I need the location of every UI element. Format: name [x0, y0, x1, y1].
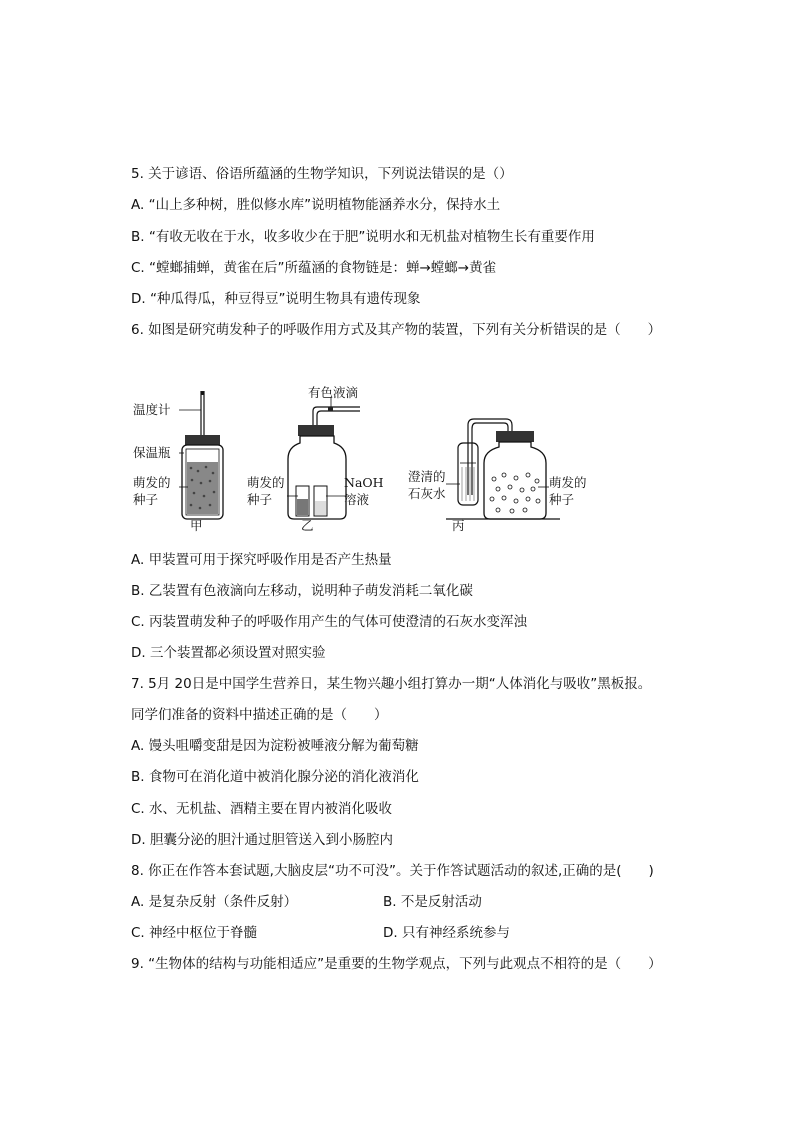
q6-option-a: A. 甲装置可用于探究呼吸作用是否产生热量	[131, 552, 392, 568]
q6-option-d: D. 三个装置都必须设置对照实验	[131, 645, 326, 661]
q6-option-c: C. 丙装置萌发种子的呼吸作用产生的气体可使澄清的石灰水变浑浊	[131, 614, 528, 630]
respiration-apparatus-figure	[128, 383, 598, 535]
label-limewater-1: 澄清的	[408, 469, 446, 484]
label-bing: 丙	[452, 518, 465, 533]
label-thermos: 保温瓶	[133, 445, 171, 460]
q7-stem-line1: 7. 5月 20日是中国学生营养日，某生物兴趣小组打算办一期“人体消化与吸收”黑板报。	[131, 676, 652, 692]
q8-option-b: B. 不是反射活动	[383, 894, 482, 910]
label-naoh-1: NaOH	[344, 475, 384, 490]
q5-option-a: A. “山上多种树，胜似修水库”说明植物能涵养水分，保持水土	[131, 197, 501, 213]
q8-stem: 8. 你正在作答本套试题,大脑皮层“功不可没”。关于作答试题活动的叙述,正确的是( )	[131, 863, 654, 879]
q6-option-b: B. 乙装置有色液滴向左移动，说明种子萌发消耗二氧化碳	[131, 583, 473, 599]
q5-stem: 5. 关于谚语、俗语所蕴涵的生物学知识，下列说法错误的是（）	[131, 166, 513, 182]
q9-stem: 9. “生物体的结构与功能相适应”是重要的生物学观点，下列与此观点不相符的是（ ）	[131, 956, 662, 972]
q7-stem-line2: 同学们准备的资料中描述正确的是（ ）	[131, 707, 388, 723]
apparatus-bing	[446, 419, 560, 519]
label-thermometer: 温度计	[133, 402, 171, 417]
label-jia: 甲	[190, 518, 203, 533]
label-yi: 乙	[301, 518, 314, 533]
q7-option-c: C. 水、无机盐、酒精主要在胃内被消化吸收	[131, 801, 393, 817]
q6-stem: 6. 如图是研究萌发种子的呼吸作用方式及其产物的装置，下列有关分析错误的是（ ）	[131, 322, 662, 338]
q8-option-c: C. 神经中枢位于脊髓	[131, 925, 258, 941]
label-seeds-jia-2: 种子	[133, 492, 159, 507]
label-seeds-jia-1: 萌发的	[133, 475, 171, 490]
label-seeds-yi-2: 种子	[247, 492, 273, 507]
label-seeds-bing-2: 种子	[549, 492, 575, 507]
q8-option-d: D. 只有神经系统参与	[383, 925, 510, 941]
label-seeds-bing-1: 萌发的	[549, 475, 587, 490]
q7-option-d: D. 胆囊分泌的胆汁通过胆管送入到小肠腔内	[131, 832, 393, 848]
q5-option-d: D. “种瓜得瓜，种豆得豆”说明生物具有遗传现象	[131, 291, 421, 307]
label-seeds-yi-1: 萌发的	[247, 475, 285, 490]
label-colored-drop: 有色液滴	[308, 385, 359, 400]
apparatus-jia	[179, 391, 223, 519]
q5-option-c: C. “螳螂捕蝉，黄雀在后”所蕴涵的食物链是：蝉→螳螂→黄雀	[131, 260, 497, 276]
q8-option-a: A. 是复杂反射（条件反射）	[131, 894, 298, 910]
q7-option-a: A. 馒头咀嚼变甜是因为淀粉被唾液分解为葡萄糖	[131, 738, 419, 754]
label-naoh-2: 溶液	[344, 492, 370, 507]
label-limewater-2: 石灰水	[408, 486, 446, 501]
q5-option-b: B. “有收无收在于水，收多收少在于肥”说明水和无机盐对植物生长有重要作用	[131, 229, 595, 245]
q7-option-b: B. 食物可在消化道中被消化腺分泌的消化液消化	[131, 769, 419, 785]
